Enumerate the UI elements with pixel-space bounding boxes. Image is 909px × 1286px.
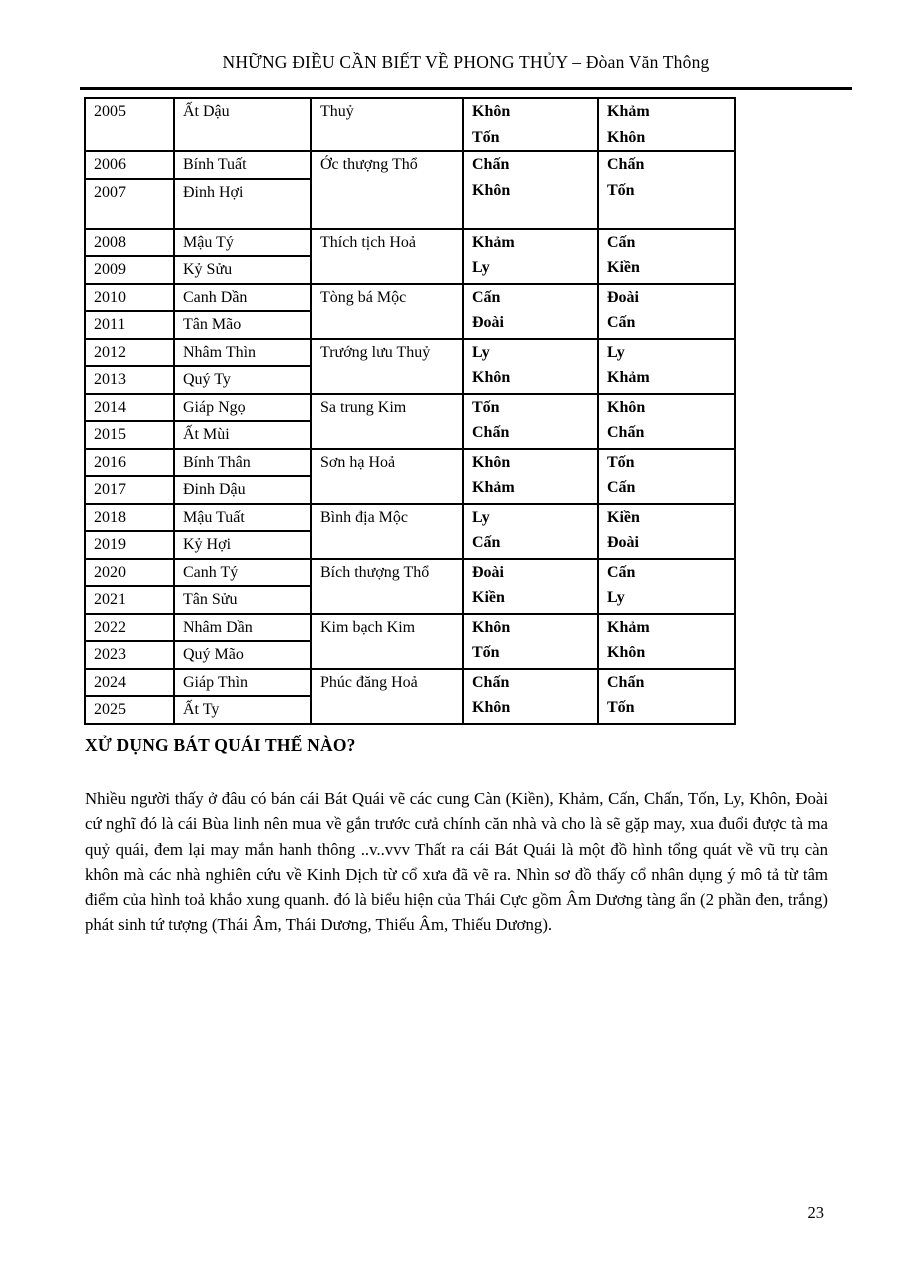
trigram-line: Khảm [607, 369, 650, 386]
trigram-line: Khôn [607, 644, 646, 661]
trigram-line: Khôn [472, 103, 511, 120]
trigram-cell-2 [598, 449, 735, 504]
trigram-cell-1 [463, 559, 598, 614]
trigram-line: Chấn [472, 424, 510, 441]
table-row [85, 98, 735, 151]
section-heading: XỬ DỤNG BÁT QUÁI THẾ NÀO? [85, 735, 356, 755]
header-rule [80, 87, 852, 90]
trigram-cell-2 [598, 151, 735, 229]
trigram-line: Đoài [607, 534, 639, 551]
trigram-line: Tốn [472, 128, 500, 146]
trigram-line: Khôn [472, 369, 511, 386]
canchi-cell: Ất Ty [174, 696, 311, 724]
canchi-cell: Đinh Dậu [174, 476, 311, 504]
trigram-cell-2 [598, 669, 735, 724]
trigram-cell-1 [463, 151, 598, 229]
trigram-line: Tốn [472, 398, 500, 416]
year-cell: 2021 [85, 586, 174, 614]
trigram-cell-2 [598, 229, 735, 284]
element-cell: Sơn hạ Hoả [311, 449, 463, 504]
canchi-cell: Kỷ Sửu [174, 256, 311, 284]
year-element-trigram-table [84, 97, 736, 725]
trigram-line: Kiền [607, 259, 640, 276]
year-cell: 2022 [85, 614, 174, 642]
trigram-line: Cấn [472, 288, 501, 306]
canchi-cell: Giáp Thìn [174, 669, 311, 697]
canchi-cell: Nhâm Thìn [174, 339, 311, 367]
trigram-line: Khôn [472, 453, 511, 471]
year-cell: 2017 [85, 476, 174, 504]
trigram-line: Khảm [472, 233, 515, 251]
year-cell: 2011 [85, 311, 174, 339]
trigram-line: Khôn [607, 398, 646, 416]
trigram-cell-2 [598, 394, 735, 449]
trigram-line: Tốn [472, 644, 500, 661]
element-cell: Thuỷ [311, 98, 463, 151]
element-cell: Ớc thượng Thổ [311, 151, 463, 229]
trigram-line: Chấn [472, 156, 510, 173]
year-cell: 2016 [85, 449, 174, 477]
trigram-line: Khôn [607, 128, 646, 146]
trigram-cell-1 [463, 394, 598, 449]
canchi-cell: Mậu Tý [174, 229, 311, 257]
canchi-cell: Giáp Ngọ [174, 394, 311, 422]
trigram-line: Khảm [607, 618, 650, 636]
trigram-line: Tốn [607, 699, 635, 716]
canchi-cell: Ất Dậu [174, 98, 311, 151]
canchi-cell: Kỷ Hợi [174, 531, 311, 559]
trigram-cell-1 [463, 229, 598, 284]
year-cell: 2020 [85, 559, 174, 587]
year-cell: 2009 [85, 256, 174, 284]
trigram-line: Đoài [607, 288, 639, 306]
element-cell: Trướng lưu Thuỷ [311, 339, 463, 394]
table-row [85, 559, 735, 587]
trigram-cell-1 [463, 339, 598, 394]
trigram-line: Đoài [472, 314, 504, 331]
canchi-cell: Canh Dần [174, 284, 311, 312]
table-row [85, 504, 735, 532]
element-cell: Bích thượng Thổ [311, 559, 463, 614]
trigram-cell-1 [463, 504, 598, 559]
trigram-line: Khôn [472, 699, 511, 716]
trigram-line: Tốn [607, 181, 635, 199]
trigram-cell-1 [463, 284, 598, 339]
element-cell: Kim bạch Kim [311, 614, 463, 669]
page-header-title: NHỮNG ĐIỀU CẦN BIẾT VỀ PHONG THỦY – Đòan Văn Thông [222, 52, 710, 72]
table-row [85, 449, 735, 477]
trigram-line: Đoài [472, 563, 504, 581]
trigram-cell-1 [463, 449, 598, 504]
trigram-cell-2 [598, 614, 735, 669]
canchi-cell: Tân Mão [174, 311, 311, 339]
trigram-line: Kiền [472, 589, 505, 606]
trigram-cell-2 [598, 98, 735, 151]
trigram-line: Chấn [607, 156, 645, 173]
canchi-cell: Bính Thân [174, 449, 311, 477]
table-row [85, 229, 735, 257]
year-cell: 2007 [85, 179, 174, 229]
trigram-line: Chấn [472, 673, 510, 691]
table-body [85, 98, 735, 724]
canchi-cell: Tân Sửu [174, 586, 311, 614]
year-cell: 2012 [85, 339, 174, 367]
trigram-line: Ly [607, 589, 625, 606]
trigram-line: Cấn [607, 233, 636, 251]
trigram-line: Khôn [472, 181, 511, 199]
trigram-line: Cấn [472, 534, 501, 551]
table-row [85, 614, 735, 642]
element-cell: Tòng bá Mộc [311, 284, 463, 339]
trigram-cell-2 [598, 559, 735, 614]
year-cell: 2023 [85, 641, 174, 669]
trigram-line: Kiền [607, 508, 640, 526]
canchi-cell: Ất Mùi [174, 421, 311, 449]
trigram-line: Khôn [472, 618, 511, 636]
trigram-line: Khảm [472, 479, 515, 496]
trigram-line: Cấn [607, 563, 636, 581]
table-row [85, 394, 735, 422]
trigram-line: Ly [472, 259, 490, 276]
trigram-cell-1 [463, 669, 598, 724]
trigram-line: Khảm [607, 103, 650, 120]
year-cell: 2018 [85, 504, 174, 532]
body-paragraph: Nhiều người thấy ở đâu có bán cái Bát Quái vẽ các cung Càn (Kiền), Khảm, Cấn, Chấn, Tốn, Ly, Khôn, Đoài cứ nghĩ đó là cái Bùa linh nên mua về gắn trước cưả chính căn nhà và cho là sẽ gặp may, xua đuổi được tà ma quỷ quái, đem lại may mắn hanh thông ..v..vvv Thất ra cái Bát Quái là một đồ hình tổng quát về vũ trụ càn khôn mà các nhà nghiên cứu về Kinh Dịch từ cổ xưa đã vẽ ra. Nhìn sơ đồ thấy cổ nhân dụng ý mô tả từ tâm điểm của hình toả khắo xung quanh. đó là biểu hiện của Thái Cực gồm Âm Dương tàng ẩn (2 phần đen, trắng) phát sinh tứ tượng (Thái Âm, Thái Dương, Thiếu Âm, Thiếu Dương). [85, 789, 828, 935]
trigram-line: Cấn [607, 314, 636, 331]
trigram-cell-1 [463, 614, 598, 669]
table-row [85, 284, 735, 312]
canchi-cell: Bính Tuất [174, 151, 311, 179]
table-row [85, 151, 735, 179]
element-cell: Phúc đăng Hoả [311, 669, 463, 724]
year-cell: 2013 [85, 366, 174, 394]
canchi-cell: Quý Ty [174, 366, 311, 394]
table-row [85, 669, 735, 697]
year-cell: 2024 [85, 669, 174, 697]
trigram-cell-2 [598, 504, 735, 559]
trigram-cell-2 [598, 284, 735, 339]
year-cell: 2008 [85, 229, 174, 257]
year-cell: 2015 [85, 421, 174, 449]
table-row [85, 339, 735, 367]
trigram-line: Ly [472, 343, 490, 361]
year-cell: 2005 [85, 98, 174, 151]
year-cell: 2006 [85, 151, 174, 179]
trigram-line: Chấn [607, 673, 645, 691]
trigram-line: Ly [472, 508, 490, 526]
canchi-cell: Canh Tý [174, 559, 311, 587]
canchi-cell: Đinh Hợi [174, 179, 311, 229]
canchi-cell: Quý Mão [174, 641, 311, 669]
year-cell: 2014 [85, 394, 174, 422]
trigram-line: Chấn [607, 424, 645, 441]
canchi-cell: Nhâm Dần [174, 614, 311, 642]
year-cell: 2025 [85, 696, 174, 724]
year-cell: 2019 [85, 531, 174, 559]
trigram-cell-1 [463, 98, 598, 151]
page-number: 23 [807, 1203, 824, 1222]
trigram-cell-2 [598, 339, 735, 394]
trigram-line: Tốn [607, 453, 635, 471]
year-cell: 2010 [85, 284, 174, 312]
trigram-line: Cấn [607, 479, 636, 496]
trigram-line: Ly [607, 343, 625, 361]
element-cell: Bình địa Mộc [311, 504, 463, 559]
element-cell: Thích tịch Hoả [311, 229, 463, 284]
element-cell: Sa trung Kim [311, 394, 463, 449]
canchi-cell: Mậu Tuất [174, 504, 311, 532]
